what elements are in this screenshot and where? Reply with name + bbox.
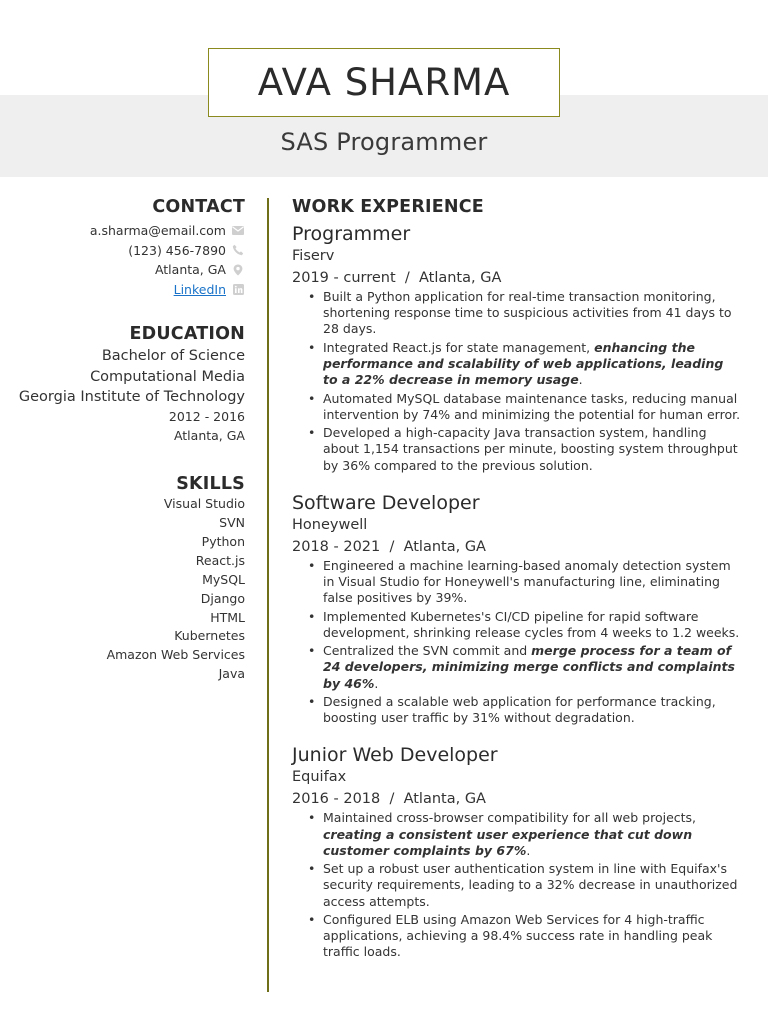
- skill-item: MySQL: [202, 571, 245, 587]
- bullet-item: • Implemented Kubernetes's CI/CD pipeline for rapid software development, shrinking release cycles from 4 weeks to 1.2 weeks.: [306, 609, 742, 641]
- candidate-name: AVA SHARMA: [257, 61, 511, 104]
- bullet-item: • Engineered a machine learning-based anomaly detection system in Visual Studio for Honeywell's manufacturing line, eliminating false positives by 39%.: [306, 558, 742, 607]
- contact-location: [0, 260, 245, 280]
- skills-section: [0, 474, 245, 684]
- job-company: Honeywell: [292, 516, 368, 533]
- skills-heading: SKILLS: [176, 474, 245, 495]
- bullet-item: • Automated MySQL database maintenance tasks, reducing manual intervention by 74% and minimizing the potential for human error.: [306, 391, 742, 423]
- job-dates: 2019 - current / Atlanta, GA: [292, 270, 502, 286]
- name-box: [208, 48, 560, 117]
- contact-linkedin: [0, 280, 245, 300]
- column-divider: [267, 198, 269, 992]
- bullet-item: • Built a Python application for real-time transaction monitoring, shortening response time to suspicious activities from 41 days to 28 days.: [306, 289, 742, 338]
- job-bullets: [306, 810, 742, 960]
- job-company: Fiserv: [292, 248, 335, 264]
- bullet-item: • Maintained cross-browser compatibility for all web projects, creating a consistent user experience that cut down customer complaints by 67%.: [306, 810, 742, 859]
- skill-item: React.js: [195, 552, 245, 568]
- contact-heading: CONTACT: [152, 197, 245, 217]
- experience-heading: WORK EXPERIENCE: [292, 197, 484, 217]
- skill-item: Kubernetes: [174, 628, 245, 644]
- job-entry: [292, 491, 742, 727]
- job-role: Software Developer: [292, 491, 480, 514]
- bullet-item: • Developed a high-capacity Java transaction system, handling about 1,154 transactions per minute, boosting system throughput by 36% compared to the previous solution.: [306, 425, 742, 474]
- job-entry: [292, 222, 742, 474]
- bullet-item: • Designed a scalable web application for performance tracking, boosting user traffic by 31% without degradation.: [306, 694, 742, 726]
- education-school: Georgia Institute of Technology: [18, 389, 245, 406]
- education-location: Atlanta, GA: [173, 427, 245, 443]
- phone-text: (123) 456-7890: [128, 242, 226, 258]
- skill-item: Visual Studio: [163, 496, 245, 512]
- bullet-item: • Configured ELB using Amazon Web Services for 4 high-traffic applications, achieving a 98.4% success rate in handling peak traffic loads.: [306, 912, 742, 961]
- education-years: 2012 - 2016: [168, 409, 245, 425]
- skill-item: HTML: [210, 609, 245, 625]
- job-company: Equifax: [292, 769, 347, 786]
- education-section: [0, 324, 245, 445]
- skill-item: Amazon Web Services: [106, 647, 245, 663]
- job-dates: 2018 - 2021 / Atlanta, GA: [292, 538, 486, 555]
- bullet-item: • Set up a robust user authentication system in line with Equifax's security requirements, leading to a 32% decrease in unauthorized access attempts.: [306, 861, 742, 910]
- education-major: Computational Media: [90, 368, 245, 385]
- bullet-item: • Centralized the SVN commit and merge process for a team of 24 developers, minimizing merge conflicts and complaints by 46%.: [306, 643, 742, 692]
- bullet-item: • Integrated React.js for state management, enhancing the performance and scalability of web applications, leading to a 22% decrease in memory usage.: [306, 340, 742, 389]
- skill-item: SVN: [219, 515, 245, 531]
- skill-item: Java: [218, 666, 245, 682]
- education-degree: Bachelor of Science: [101, 348, 245, 364]
- job-entry: [292, 743, 742, 960]
- right-column: [292, 197, 742, 963]
- skill-item: Python: [201, 533, 245, 549]
- location-text: Atlanta, GA: [154, 262, 226, 277]
- job-bullets: [306, 289, 742, 474]
- phone-icon: [231, 244, 245, 256]
- job-title: SAS Programmer: [280, 128, 488, 156]
- job-role: Junior Web Developer: [292, 744, 498, 767]
- job-dates: 2016 - 2018 / Atlanta, GA: [292, 791, 486, 808]
- linkedin-link[interactable]: LinkedIn: [173, 281, 226, 297]
- skill-item: Django: [200, 590, 245, 606]
- contact-phone: [0, 241, 245, 261]
- linkedin-icon: [231, 283, 245, 295]
- email-text: a.sharma@email.com: [89, 223, 226, 238]
- education-heading: EDUCATION: [129, 324, 245, 344]
- job-role: Programmer: [292, 223, 411, 245]
- left-column: [0, 197, 245, 684]
- job-bullets: [306, 558, 742, 727]
- contact-section: [0, 197, 245, 299]
- map-pin-icon: [231, 264, 245, 276]
- envelope-icon: [231, 225, 245, 237]
- contact-email: [0, 221, 245, 241]
